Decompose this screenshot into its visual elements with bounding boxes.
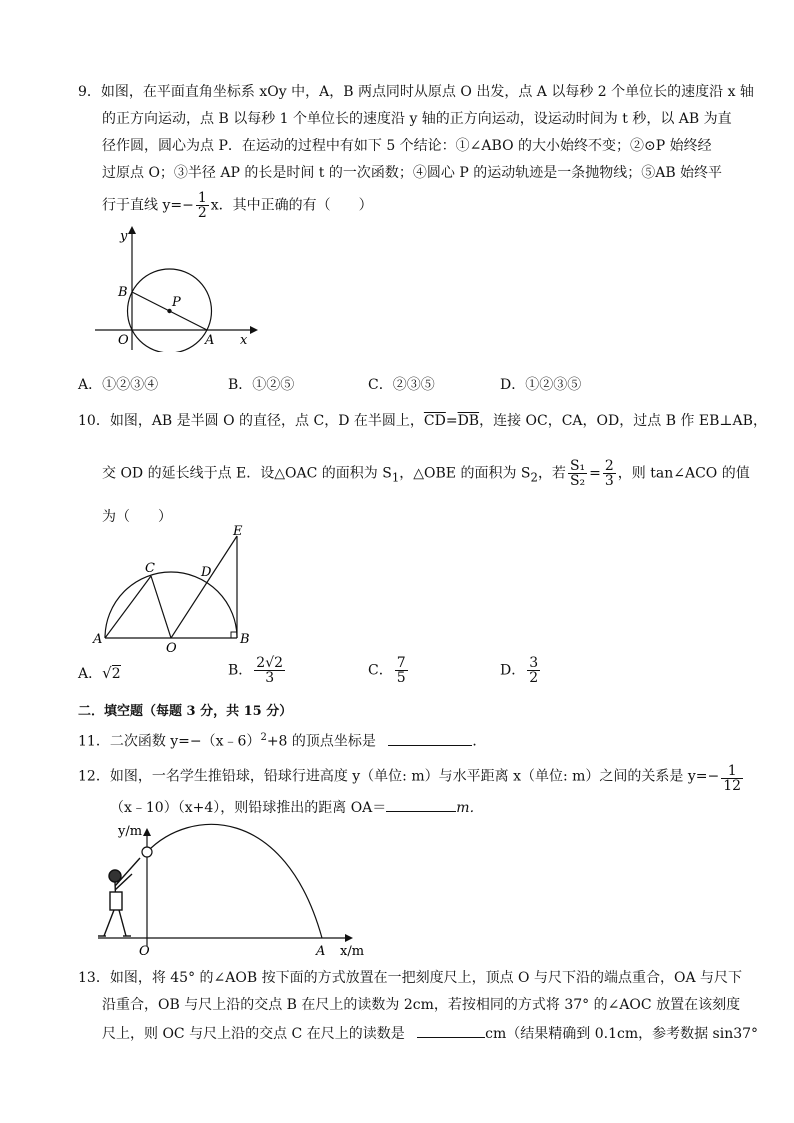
q10-sub-2: 2 xyxy=(530,470,538,485)
q9-y-arrow xyxy=(128,226,136,234)
section-heading-fill-blank: 二．填空题（每题 3 分，共 15 分） xyxy=(78,704,293,719)
q9-label-p: P xyxy=(172,295,181,310)
q10-figure xyxy=(90,525,260,655)
q10-option-b-frac xyxy=(254,656,285,685)
q12-student xyxy=(98,858,140,936)
q9-line-5 xyxy=(102,191,373,220)
q13-answer-blank[interactable] xyxy=(417,1023,485,1038)
q9-option-d[interactable]: D．①②③⑤ xyxy=(500,377,582,393)
q10-line-1 xyxy=(78,412,767,430)
q10-label-a: A xyxy=(93,632,103,647)
q10-option-d-num: 3 xyxy=(529,655,539,671)
q10-line-2a: 交 OD 的延长线于点 E．设△OAC 的面积为 S xyxy=(102,465,392,482)
q9-fraction xyxy=(196,191,209,220)
q13-line-3b: cm（结果精确到 0.1cm，参考数据 sin37° xyxy=(485,1026,759,1042)
q10-option-d-frac xyxy=(527,656,540,685)
q10-value-num: 2 xyxy=(604,458,614,474)
q10-value-den: 3 xyxy=(604,473,614,489)
q10-ratio-equals: = xyxy=(589,465,601,482)
q11-line xyxy=(78,729,486,751)
q9-label-y: y xyxy=(120,229,128,244)
q10-line-2b: ，△OBE 的面积为 S xyxy=(399,465,531,482)
q10-sub-1: 1 xyxy=(391,470,400,485)
q10-option-c[interactable] xyxy=(368,656,410,685)
q10-ratio-den: S₂ xyxy=(569,473,586,489)
q10-arc-equals: = xyxy=(445,413,458,429)
q10-segment-oc xyxy=(151,576,171,638)
q9-option-a[interactable]: A．①②③④ xyxy=(78,377,159,393)
q12-y-arrow xyxy=(143,828,151,836)
q12-label-o: O xyxy=(139,944,150,959)
q9-label-a: A xyxy=(205,333,215,348)
q11-text-pre: 11．二次函数 y=−（x﹣6） xyxy=(78,733,261,750)
q12-student-shirt xyxy=(110,892,122,910)
q10-option-c-den: 5 xyxy=(396,670,406,686)
q9-line-5-pre: 行于直线 y=− xyxy=(102,197,194,214)
q12-line-1-text: 12．如图，一名学生推铅球，铅球行进高度 y（单位: m）与水平距离 x（单位: m）之间的关系是 y=− xyxy=(78,768,720,785)
q10-radical-sign: √ xyxy=(102,664,112,682)
q12-line-2-end: m． xyxy=(456,800,484,816)
q13-line-1: 13．如图，将 45° 的∠AOB 按下面的方式放置在一把刻度尺上，顶点 O 与尺下沿的端点重合，OA 与尺下 xyxy=(78,970,742,986)
q12-label-ylabel: y/m xyxy=(118,824,143,839)
q9-frac-den: 2 xyxy=(197,205,207,221)
q12-label-xlabel: x/m xyxy=(340,944,365,959)
q10-segment-oe xyxy=(171,536,237,638)
q10-label-o: O xyxy=(166,641,177,655)
q12-student-leg-front xyxy=(119,910,126,936)
q9-figure xyxy=(90,222,260,352)
q12-student-leg-back xyxy=(104,910,114,936)
q10-option-c-num: 7 xyxy=(396,655,406,671)
q9-line-1: 9．如图，在平面直角坐标系 xOy 中，A，B 两点同时从原点 O 出发，点 A 以每秒 2 个单位长的速度沿 x 轴 xyxy=(78,84,754,100)
q10-ratio-value xyxy=(603,459,616,488)
q9-label-b: B xyxy=(118,285,128,300)
q10-line-2d: ，则 tan∠ACO 的值 xyxy=(617,465,750,482)
q10-area-ratio xyxy=(568,459,587,488)
q10-option-d[interactable] xyxy=(500,656,542,685)
q9-option-c[interactable]: C．②③⑤ xyxy=(368,377,435,393)
q12-student-head xyxy=(109,870,121,882)
q9-line-4: 过原点 O；③半径 AP 的长是时间 t 的一次函数；④圆心 P 的运动轨迹是一条抛物线；⑤AB 始终平 xyxy=(102,165,723,181)
q10-line-2c: ，若 xyxy=(537,465,566,482)
q12-frac-den: 12 xyxy=(723,778,742,794)
q11-text-end: ． xyxy=(472,733,487,750)
q9-option-b[interactable]: B．①②⑤ xyxy=(228,377,295,393)
q10-right-angle-mark xyxy=(231,632,237,638)
q10-option-c-frac xyxy=(395,656,408,685)
q9-frac-num: 1 xyxy=(197,190,207,206)
q10-option-b-den: 3 xyxy=(265,670,275,686)
q10-line-3: 为（ ） xyxy=(102,509,172,525)
q9-line-5-post: x．其中正确的有（ ） xyxy=(210,197,373,214)
q10-option-a[interactable] xyxy=(78,664,121,683)
q9-line-2: 的正方向运动，点 B 以每秒 1 个单位长的速度沿 y 轴的正方向运动，设运动时间为 t 秒，以 AB 为直 xyxy=(102,111,732,127)
q12-trajectory xyxy=(147,824,322,938)
q10-arc-db: $\overline{DB}$ xyxy=(457,413,480,429)
q10-option-b-num: 2√2 xyxy=(256,655,284,671)
q12-line-1 xyxy=(78,762,745,794)
q12-line-2-text: （x﹣10）（x+4），则铅球推出的距离 OA＝ xyxy=(110,800,387,816)
q11-exponent: 2 xyxy=(260,732,267,743)
q10-label-e: E xyxy=(233,525,243,539)
q10-option-c-letter: C． xyxy=(368,662,393,679)
q10-option-a-radicand: 2 xyxy=(111,666,121,682)
q11-text-post: +8 的顶点坐标是 xyxy=(266,733,376,750)
q10-line-2 xyxy=(102,459,750,488)
q12-answer-blank[interactable] xyxy=(386,797,456,812)
q10-arc-cd: $\overline{CD}$ xyxy=(423,413,446,429)
q10-semicircle xyxy=(105,572,237,638)
q13-line-3 xyxy=(102,1023,758,1043)
q12-fraction xyxy=(721,764,743,793)
q10-line-1b: ，连接 OC，CA，OD，过点 B 作 EB⊥AB， xyxy=(479,413,767,429)
q9-label-o: O xyxy=(118,333,129,348)
q12-figure xyxy=(90,818,380,963)
q12-label-a: A xyxy=(316,944,326,959)
q13-line-2: 沿重合，OB 与尺上沿的交点 B 在尺上的读数为 2cm，若按相同的方式将 37° 的∠AOC 放置在该刻度 xyxy=(102,997,741,1013)
q12-shot-ball xyxy=(142,847,152,857)
q11-answer-blank[interactable] xyxy=(388,731,472,746)
q13-line-3a: 尺上，则 OC 与尺上沿的交点 C 在尺上的读数是 xyxy=(102,1026,405,1042)
q9-x-arrow xyxy=(250,326,258,334)
q10-option-d-letter: D． xyxy=(500,662,526,679)
q10-ratio-num: S₁ xyxy=(569,458,586,474)
q10-line-1a: 10．如图，AB 是半圆 O 的直径，点 C，D 在半圆上， xyxy=(78,413,424,429)
q10-option-b[interactable] xyxy=(228,656,287,685)
q9-line-3: 径作圆，圆心为点 P．在运动的过程中有如下 5 个结论：①∠ABO 的大小始终不变；②⊙P 始终经 xyxy=(102,138,712,154)
q12-frac-num: 1 xyxy=(721,764,743,779)
q12-line-2 xyxy=(110,797,484,817)
q10-option-d-den: 2 xyxy=(529,670,539,686)
q10-label-b: B xyxy=(240,632,250,647)
q12-x-arrow xyxy=(345,934,353,942)
q10-option-a-letter: A． xyxy=(78,666,103,682)
q9-label-x: x xyxy=(240,333,248,348)
q10-label-c: C xyxy=(145,561,155,576)
q10-label-d: D xyxy=(201,565,212,580)
q10-option-b-letter: B． xyxy=(228,662,253,679)
